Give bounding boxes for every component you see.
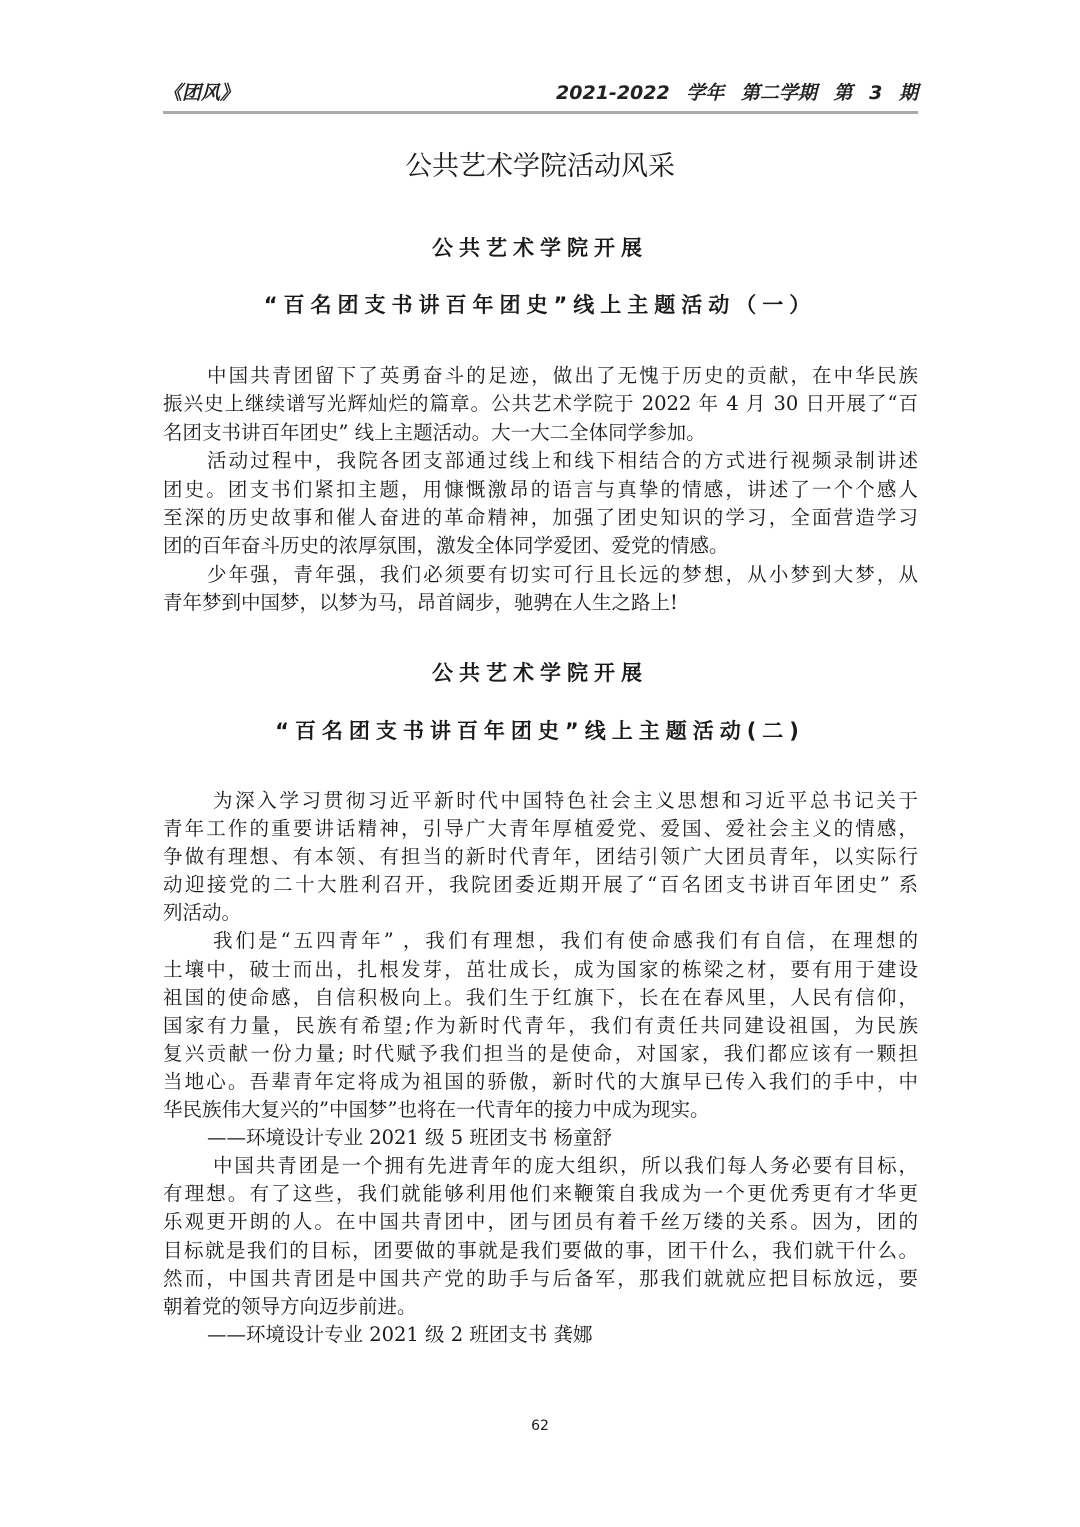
header-rule: [163, 111, 918, 114]
section1-body: [163, 362, 918, 618]
text-line: 活动过程中，我院各团支部通过线上和线下相结合的方式进行视频录制讲述: [207, 449, 918, 473]
text-line: 列活动。: [163, 901, 242, 925]
section2-heading-line1: 公共艺术学院开展: [432, 661, 648, 685]
text-line: 朝着党的领导方向迈步前进。: [163, 1294, 417, 1318]
page-number: 62: [531, 1418, 549, 1434]
running-header: [163, 78, 918, 106]
text-line: 中国共青团留下了英勇奋斗的足迹，做出了无愧于历史的贡献，在中华民族: [207, 364, 918, 387]
text-line: 动迎接党的二十大胜利召开，我院团委近期开展了“百名团支书讲百年团史” 系: [163, 873, 918, 897]
text-line: 乐观更开朗的人。在中国共青团中，团与团员有着千丝万缕的关系。因为，团的: [163, 1210, 918, 1234]
text-line: 祖国的使命感，自信积极向上。我们生于红旗下，长在在春风里，人民有信仰，: [163, 985, 918, 1009]
section1-heading-line2: “百名团支书讲百年团史”线上主题活动（一）: [263, 293, 817, 317]
section2-body: [163, 787, 918, 1349]
text-line: 至深的历史故事和催人奋进的革命精神，加强了团史知识的学习，全面营造学习: [163, 506, 918, 530]
issue-info: 2021-2022 学年 第二学期 第 3 期: [556, 82, 918, 104]
text-line: 当地心。吾辈青年定将成为祖国的骄傲，新时代的大旗早已传入我们的手中，中: [163, 1069, 918, 1093]
text-line: 青年梦到中国梦，以梦为马，昂首阔步，驰骋在人生之路上!: [163, 591, 678, 615]
text-line: 有理想。有了这些，我们就能够利用他们来鞭策自我成为一个更优秀更有才华更: [163, 1182, 918, 1206]
text-line: 华民族伟大复兴的”中国梦”也将在一代青年的接力中成为现实。: [163, 1098, 710, 1122]
text-line: 振兴史上继续谱写光辉灿烂的篇章。公共艺术学院于 2022 年 4 月 30 日开展了“百: [163, 392, 918, 416]
text-line: 然而，中国共青团是中国共产党的助手与后备军，那我们就就应把目标放远，要: [163, 1266, 918, 1290]
text-line: 国家有力量，民族有希望;作为新时代青年，我们有责任共同建设祖国，为民族: [163, 1013, 918, 1037]
section2-heading-line2: “百名团支书讲百年团史”线上主题活动(二): [275, 719, 805, 743]
text-line: 土壤中，破士而出，扎根发芽，茁壮成长，成为国家的栋梁之材，要有用于建设: [163, 957, 918, 981]
signature-line: ——环境设计专业 2021 级 2 班团支书 龚娜: [207, 1322, 593, 1346]
signature-line: ——环境设计专业 2021 级 5 班团支书 杨童舒: [207, 1126, 613, 1150]
text-line: 复兴贡献一份力量; 时代赋予我们担当的是使命，对国家，我们都应该有一颗担: [163, 1041, 918, 1065]
text-line: 团史。团支书们紧扣主题，用慷慨激昂的语言与真挚的情感，讲述了一个个感人: [163, 477, 918, 501]
text-line: 目标就是我们的目标，团要做的事就是我们要做的事，团干什么，我们就干什么。: [163, 1238, 918, 1262]
text-line: 我们是“五四青年” ，我们有理想，我们有使命感我们有自信，在理想的: [213, 929, 918, 953]
text-line: 争做有理想、有本领、有担当的新时代青年，团结引领广大团员青年，以实际行: [163, 845, 918, 869]
text-line: 青年工作的重要讲话精神，引导广大青年厚植爱党、爱国、爱社会主义的情感，: [163, 817, 918, 841]
text-line: 团的百年奋斗历史的浓厚氛围，激发全体同学爱团、爱党的情感。: [163, 534, 729, 558]
text-line: 为深入学习贯彻习近平新时代中国特色社会主义思想和习近平总书记关于: [213, 789, 918, 812]
journal-name: 《团风》: [163, 82, 240, 104]
page-title: 公共艺术学院活动风采: [405, 151, 675, 182]
section1-heading-line1: 公共艺术学院开展: [432, 236, 648, 260]
text-line: 中国共青团是一个拥有先进青年的庞大组织，所以我们每人务必要有目标，: [213, 1154, 918, 1178]
text-line: 名团支书讲百年团史” 线上主题活动。大一大二全体同学参加。: [163, 420, 706, 444]
text-line: 少年强，青年强，我们必须要有切实可行且长远的梦想，从小梦到大梦，从: [207, 562, 918, 586]
